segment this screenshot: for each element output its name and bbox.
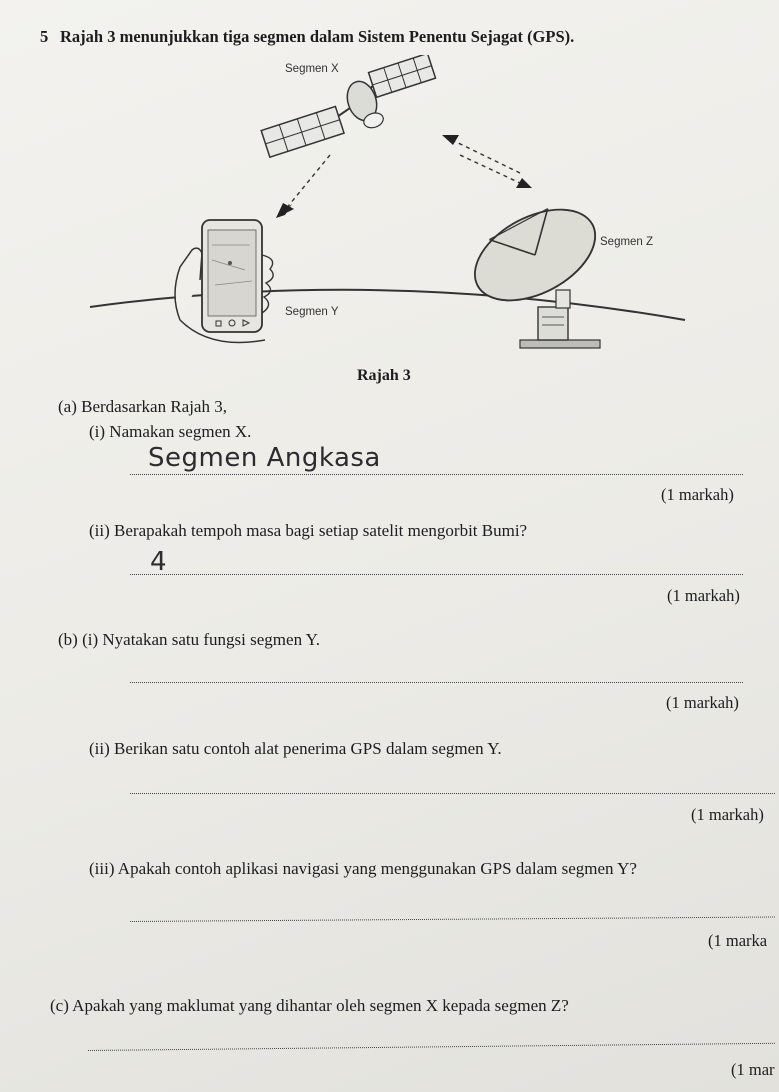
smartphone-icon	[175, 220, 273, 343]
part-a-ii-question: (ii) Berapakah tempoh masa bagi setiap satelit mengorbit Bumi?	[89, 521, 528, 540]
answer-line-b-ii[interactable]	[130, 793, 775, 794]
part-c-question: (c) Apakah yang maklumat yang dihantar oleh segmen X kepada segmen Z?	[50, 996, 569, 1015]
marks-b-iii: (1 marka	[708, 931, 768, 950]
answer-line-a-ii[interactable]	[130, 574, 743, 575]
answer-line-c[interactable]	[88, 1043, 775, 1051]
question-number: 5	[40, 27, 49, 46]
question-text: Rajah 3 menunjukkan tiga segmen dalam Sistem Penentu Sejagat (GPS).	[60, 27, 575, 46]
ground-station-dish-icon	[460, 191, 610, 348]
label-segment-z: Segmen Z	[600, 236, 654, 248]
marks-a-i: (1 markah)	[661, 485, 734, 504]
label-segment-x: Segmen X	[285, 63, 339, 75]
part-a-i-answer: Segmen Angkasa	[148, 443, 381, 473]
marks-c: (1 mar	[731, 1060, 775, 1079]
part-a-ii-answer: 4	[150, 547, 168, 577]
part-a-label: (a) Berdasarkan Rajah 3,	[58, 397, 227, 416]
marks-b-ii: (1 markah)	[691, 805, 764, 824]
signal-arrow-to-receiver	[276, 155, 330, 218]
satellite-icon	[254, 55, 444, 161]
gps-diagram	[80, 55, 700, 360]
answer-line-a-i[interactable]	[130, 474, 743, 475]
marks-a-ii: (1 markah)	[667, 586, 740, 605]
label-segment-y: Segmen Y	[285, 306, 339, 318]
signal-arrow-to-satellite	[442, 135, 520, 173]
part-b-iii-question: (iii) Apakah contoh aplikasi navigasi yang menggunakan GPS dalam segmen Y?	[89, 859, 637, 878]
marks-b-i: (1 markah)	[666, 693, 739, 712]
diagram-caption: Rajah 3	[357, 367, 411, 384]
answer-line-b-i[interactable]	[130, 682, 743, 683]
part-b-ii-question: (ii) Berikan satu contoh alat penerima GPS dalam segmen Y.	[89, 739, 502, 758]
part-a-i-question: (i) Namakan segmen X.	[89, 422, 252, 441]
part-b-i-question: (b) (i) Nyatakan satu fungsi segmen Y.	[58, 630, 321, 649]
answer-line-b-iii[interactable]	[130, 916, 775, 922]
signal-arrow-to-station	[460, 155, 532, 188]
